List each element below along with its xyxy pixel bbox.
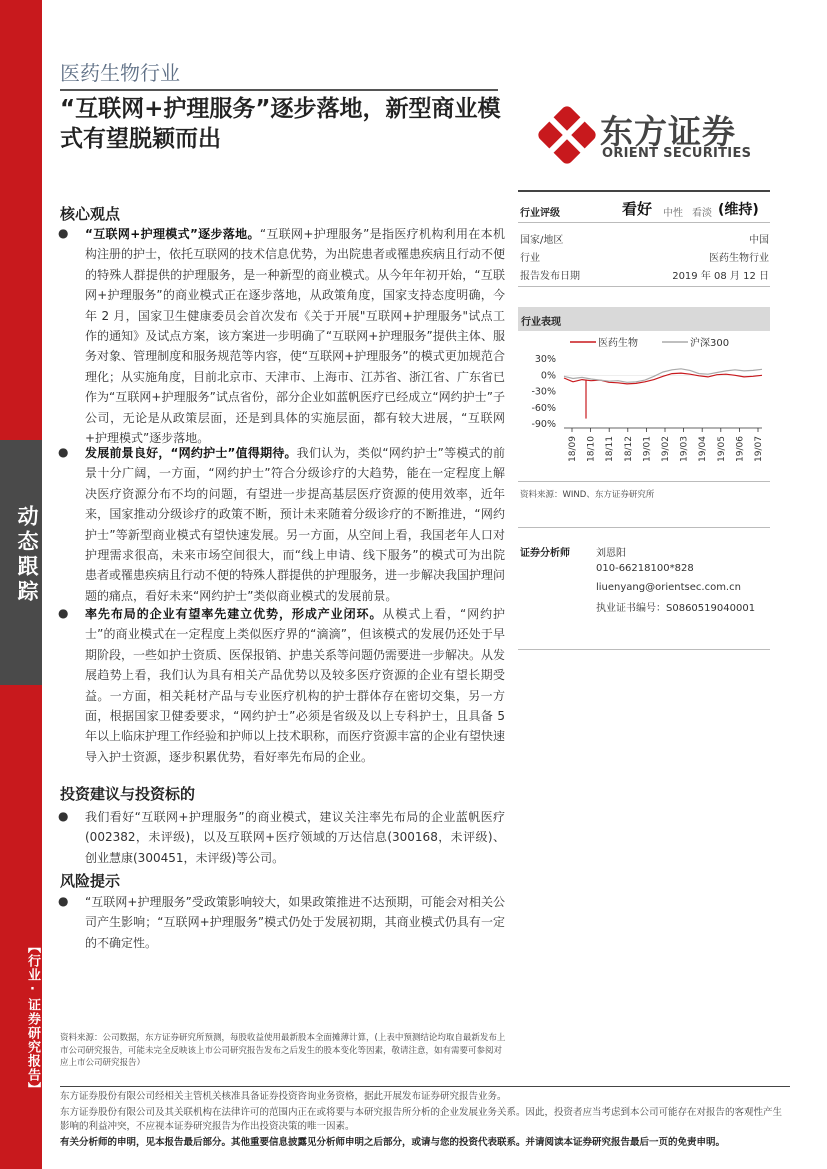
rating-top-rule — [518, 190, 770, 192]
bullet-dot-icon: ● — [58, 809, 69, 823]
invest-heading: 投资建议与投资标的 — [60, 785, 196, 803]
core-bullet-2-text: 我们认为，类似“网约护士”等模式的前景十分广阔，一方面，“网约护士”符合分级诊疗的大趋势，能在一定程度上解决医疗资源分布不均的问题，有望进一步提高基层医疗资源的使用效率，近年来，国家推动分级诊疗的政策不断，预计未来随着分级诊疗的不断推进，“网约护士”等新型商业模式有望快速发展。另一方面，从空间上看，我国老年人口对护理需求很高，未来市场空间很大，而“线上申请、线下服务”的模式可为出院患者或罹患疾病且行动不便的特殊人群提供的护理服务，进一步解决我国护理问题的痛点，看好未来“网约护士”类似商业模式的发展前景。 — [85, 446, 506, 603]
core-bullet-2-bold: 发展前景良好，“网约护士”值得期待。 — [85, 446, 297, 460]
rating-label: 行业评级 — [520, 208, 560, 219]
analyst-label: 证券分析师 — [520, 548, 570, 559]
y-tick-label: -30% — [531, 386, 556, 398]
rating-row-key: 行业 — [520, 253, 540, 264]
core-bullet-3-bold: 率先布局的企业有望率先建立优势，形成产业闭环。 — [85, 607, 383, 621]
y-tick-label: 0% — [540, 370, 556, 382]
x-tick-label: 18/12 — [623, 436, 634, 462]
legend-label: 沪深300 — [690, 338, 730, 349]
bullet-dot-icon: ● — [58, 894, 69, 908]
rating-option-neutral: 中性 — [663, 208, 683, 219]
header-divider — [60, 89, 498, 91]
rating-row-value: 中国 — [749, 235, 769, 246]
x-tick-label: 18/10 — [586, 436, 597, 462]
x-tick-label: 19/02 — [661, 436, 671, 462]
industry-label: 医药生物行业 — [60, 61, 180, 85]
footer-rule — [60, 1086, 790, 1087]
x-tick-label: 18/09 — [568, 436, 578, 462]
core-bullet-1 — [85, 224, 505, 448]
analyst-email[interactable]: liuenyang@orientsec.com.cn — [596, 582, 741, 593]
footer-source-note: 资料来源：公司数据，东方证券研究所预测，每股收益使用最新股本全面摊薄计算，(上表中预测结论均取自最新发布上市公司研究报告，可能未完全反映该上市公司研究报告发布之后发生的股本变化等因素，敬请注意，如有需要可参阅对应上市公司研究报告） — [60, 1033, 506, 1068]
x-tick-label: 19/05 — [716, 436, 727, 462]
analyst-phone: 010-66218100*828 — [596, 563, 694, 574]
rating-option-negative: 看淡 — [692, 208, 712, 219]
rating-row-value: 2019 年 08 月 12 日 — [672, 271, 769, 282]
y-tick-label: -90% — [531, 419, 556, 430]
logo-name-cn: 东方证券 — [600, 112, 736, 151]
rating-main: 看好 — [622, 200, 653, 218]
rating-row-key: 国家/地区 — [520, 235, 564, 246]
legend-label: 医药生物 — [598, 338, 638, 349]
rating-status: (维持) — [718, 202, 759, 218]
x-tick-label: 19/07 — [754, 436, 764, 462]
footer-line-1: 东方证券股份有限公司经相关主管机关核准具备证券投资咨询业务资格，据此开展发布证券研究报告业务。 — [60, 1091, 507, 1102]
chart-bottom-rule — [518, 481, 770, 482]
core-bullet-1-bold: “互联网+护理模式”逐步落地。 — [85, 227, 260, 241]
x-tick-label: 19/01 — [642, 436, 653, 462]
rating-divider — [518, 222, 770, 223]
bullet-dot-icon: ● — [58, 445, 69, 459]
core-heading: 核心观点 — [60, 205, 121, 223]
rating-row-value: 医药生物行业 — [709, 253, 769, 264]
sidebar-report-type-label: 【行业·证券研究报告】 — [25, 940, 40, 1096]
rating-row-key: 报告发布日期 — [520, 271, 580, 282]
analyst-bottom-rule — [518, 649, 770, 650]
perf-heading: 行业表现 — [521, 317, 561, 328]
y-tick-label: -60% — [531, 402, 556, 414]
core-bullet-3 — [85, 604, 505, 767]
sidebar-band-top — [0, 0, 42, 440]
orient-logo-icon — [536, 104, 598, 166]
chart-source: 资料来源：WIND、东方证券研究所 — [520, 490, 655, 500]
core-bullet-1-text: “互联网+护理服务”是指医疗机构利用在本机构注册的护士，依托互联网的技术信息优势，为出院患者或罹患疾病且行动不便的特殊人群提供的护理服务，是一种新型的商业模式。从今年年初开始，“互联网+护理服务”的商业模式正在逐步落地，从政策角度，国家支持态度明确，今年 2 月，国家卫生健康委员会首次发布《关于开展"互联网+护理服务"试点工作的通知》及试点方案，该方案进一步明确了“互联网+护理服务”提供主体、服务对象、管理制度和服务规范等内容，使“互联网+护理服务”的模式更加规范合理化；从实施角度，目前北京市、天津市、上海市、江苏省、浙江省、广东省已作为“互联网+护理服务”试点省份，部分企业如蓝帆医疗已经成立“网约护士”子公司，无论是从政策层面，还是到具体的实施层面，都有较大进展，“互联网+护理模式”逐步落地。 — [85, 227, 506, 446]
analyst-cert: 执业证书编号：S0860519040001 — [596, 603, 756, 614]
risk-heading: 风险提示 — [60, 872, 121, 890]
rating-bottom-rule — [518, 286, 770, 287]
bullet-dot-icon: ● — [58, 226, 69, 240]
risk-text: “互联网+护理服务”受政策影响较大，如果政策推进不达预期，可能会对相关公司产生影响；“互联网+护理服务”模式仍处于发展初期，其商业模式仍具有一定的不确定性。 — [85, 895, 505, 950]
core-bullet-3-text: 从模式上看，“网约护士”的商业模式在一定程度上类似医疗界的“滴滴”，但该模式的发展仍还处于早期阶段，一些如护士资质、医保报销、护患关系等问题仍需要进一步解决。从发展趋势上看，我们认为具有相关产品优势以及较多医疗资源的企业有望长期受益。一方面，相关耗材产品与专业医疗机构的护士群体存在密切交集，另一方面，根据国家卫健委要求，“网约护士”必须是省级及以上专科护士，且具备 5 年以上临床护理工作经验和护师以上技术职称，而医疗资源丰富的企业有望快速导入护士资源，逐步积累优势，看好率先布局的企业。 — [85, 607, 506, 764]
sidebar-band-bottom — [0, 685, 42, 1169]
series-line-pharma — [564, 373, 762, 384]
y-tick-label: 30% — [534, 354, 556, 365]
bullet-dot-icon: ● — [58, 606, 69, 620]
x-tick-label: 18/11 — [605, 436, 616, 462]
footer-line-3: 有关分析师的申明，见本报告最后部分。其他重要信息披露见分析师申明之后部分，或请与您的投资代表联系。并请阅读本证券研究报告最后一页的免责申明。 — [60, 1137, 726, 1148]
report-title: “互联网+护理服务”逐步落地，新型商业模式有望脱颖而出 — [60, 96, 501, 152]
invest-text: 我们看好“互联网+护理服务”的商业模式，建议关注率先布局的企业蓝帆医疗(002382，未评级)，以及互联网+医疗领域的万达信息(300168，未评级)、创业慧康(300451，未评级)等公司。 — [85, 810, 505, 865]
x-tick-label: 19/03 — [679, 436, 690, 462]
sidebar-dynamic-label: 动态跟踪 — [15, 505, 39, 605]
performance-chart — [518, 332, 770, 482]
core-bullet-2 — [85, 443, 505, 606]
x-tick-label: 19/04 — [698, 436, 709, 462]
logo-name-en: ORIENT SECURITIES — [602, 146, 752, 161]
analyst-name: 刘恩阳 — [596, 548, 626, 559]
x-tick-label: 19/06 — [735, 436, 746, 462]
analyst-top-rule — [518, 527, 770, 528]
footer-line-2: 东方证券股份有限公司及其关联机构在法律许可的范围内正在或将要与本研究报告所分析的企业发展业务关系。因此，投资者应当考虑到本公司可能存在对报告的客观性产生影响的利益冲突，不应视本证券研究报告为作出投资决策的唯一因素。 — [60, 1107, 783, 1132]
